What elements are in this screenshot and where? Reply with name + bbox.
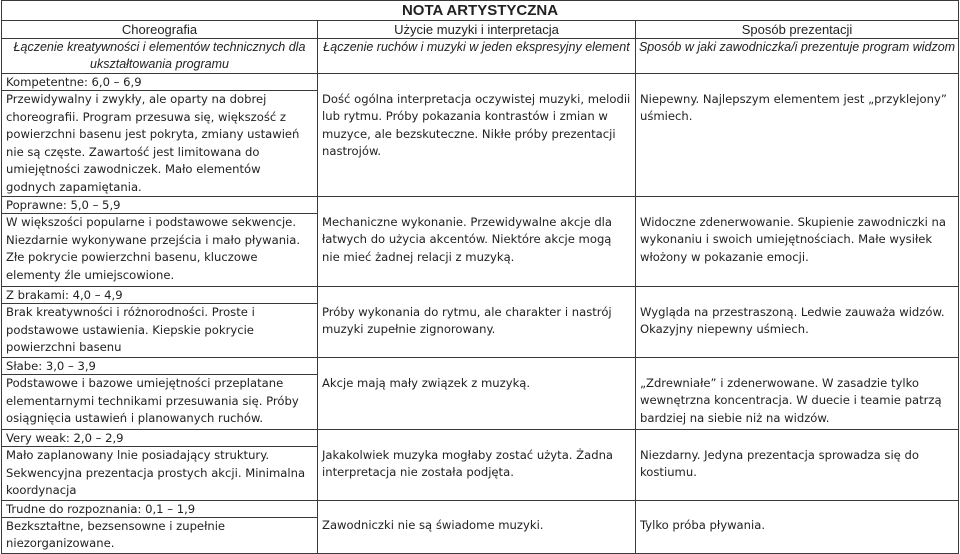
level-spacer — [318, 430, 636, 447]
column-header-music: Użycie muzyki i interpretacja — [318, 21, 636, 39]
level-label: Z brakami: 4,0 – 4,9 — [2, 287, 318, 304]
presentation-criteria: Widoczne zdenerwowanie. Skupienie zawodniczki na wykonaniu i swoich umiejętnościach. Małe wysiłek włożony w pokazanie emocji. — [636, 214, 959, 287]
criteria-row — [2, 517, 959, 553]
column-description-music: Łączenie ruchów i muzyki w jeden ekspresyjny element — [318, 39, 636, 74]
level-row — [2, 287, 959, 304]
music-criteria: Jakakolwiek muzyka mogłaby zostać użyta. Żadna interpretacja nie została podjęta. — [318, 447, 636, 501]
choreography-criteria: Bezkształtne, bezsensowne i zupełnie niezorganizowane. — [2, 517, 318, 553]
title-row — [2, 1, 959, 21]
column-header-presentation: Sposób prezentacji — [636, 21, 959, 39]
level-label: Kompetentne: 6,0 – 6,9 — [2, 74, 318, 91]
level-spacer — [318, 500, 636, 517]
level-label: Very weak: 2,0 – 2,9 — [2, 430, 318, 447]
choreography-criteria: Przewidywalny i zwykły, ale oparty na dobrej choreografii. Program przesuwa się, większość z powierzchni basenu jest pokryta, zmiany ustawień nie są częste. Zawartość jest limitowana do umiejętności zawodniczek. Mało elementów godnych zapamiętania. — [2, 91, 318, 197]
rubric-table — [1, 0, 959, 554]
choreography-criteria: Brak kreatywności i różnorodności. Proste i podstawowe ustawienia. Kiepskie pokrycie powierzchni basenu — [2, 304, 318, 358]
level-spacer — [636, 287, 959, 304]
criteria-row — [2, 375, 959, 430]
music-criteria: Mechaniczne wykonanie. Przewidywalne akcje dla łatwych do użycia akcentów. Niektóre akcje mogą nie mieć żadnej relacji z muzyką. — [318, 214, 636, 287]
level-spacer — [318, 197, 636, 214]
level-spacer — [636, 74, 959, 91]
music-criteria: Zawodniczki nie są świadome muzyki. — [318, 517, 636, 553]
criteria-row — [2, 214, 959, 287]
level-row — [2, 430, 959, 447]
column-description-row — [2, 39, 959, 74]
level-label: Słabe: 3,0 – 3,9 — [2, 358, 318, 375]
level-label: Trudne do rozpoznania: 0,1 – 1,9 — [2, 500, 318, 517]
level-spacer — [318, 358, 636, 375]
level-label: Poprawne: 5,0 – 5,9 — [2, 197, 318, 214]
level-row — [2, 74, 959, 91]
table-title: NOTA ARTYSTYCZNA — [2, 1, 959, 21]
column-description-presentation: Sposób w jaki zawodniczka/i prezentuje program widzom — [636, 39, 959, 74]
level-row — [2, 500, 959, 517]
presentation-criteria: Niepewny. Najlepszym elementem jest „przyklejony” uśmiech. — [636, 91, 959, 197]
presentation-criteria: „Zdrewniałe” i zdenerwowane. W zasadzie tylko wewnętrzna koncentracja. W duecie i teamie patrzą bardziej na siebie niż na widzów. — [636, 375, 959, 430]
music-criteria: Próby wykonania do rytmu, ale charakter i nastrój muzyki zupełnie zignorowany. — [318, 304, 636, 358]
level-spacer — [636, 358, 959, 375]
criteria-row — [2, 91, 959, 197]
level-spacer — [318, 287, 636, 304]
choreography-criteria: Mało zaplanowany lnie posiadający struktury. Sekwencyjna prezentacja prostych akcji. Minimalna koordynacja — [2, 447, 318, 501]
level-spacer — [636, 500, 959, 517]
music-criteria: Akcje mają mały związek z muzyką. — [318, 375, 636, 430]
column-header-row — [2, 21, 959, 39]
criteria-row — [2, 304, 959, 358]
level-row — [2, 197, 959, 214]
column-description-choreography: Łączenie kreatywności i elementów technicznych dla ukształtowania programu — [2, 39, 318, 74]
presentation-criteria: Tylko próba pływania. — [636, 517, 959, 553]
level-spacer — [318, 74, 636, 91]
column-header-choreography: Choreografia — [2, 21, 318, 39]
presentation-criteria: Niezdarny. Jedyna prezentacja sprowadza się do kostiumu. — [636, 447, 959, 501]
criteria-row — [2, 447, 959, 501]
presentation-criteria: Wygląda na przestraszoną. Ledwie zauważa widzów. Okazyjny niepewny uśmiech. — [636, 304, 959, 358]
choreography-criteria: W większości popularne i podstawowe sekwencje. Niezdarnie wykonywane przejścia i mało pływania. Złe pokrycie powierzchni basenu, kluczowe elementy źle umiejscowione. — [2, 214, 318, 287]
level-spacer — [636, 197, 959, 214]
choreography-criteria: Podstawowe i bazowe umiejętności przeplatane elementarnymi technikami przesuwania się. Próby osiągnięcia ustawień i planowanych ruchów. — [2, 375, 318, 430]
level-row — [2, 358, 959, 375]
music-criteria: Dość ogólna interpretacja oczywistej muzyki, melodii lub rytmu. Próby pokazania kontrastów i zmian w muzyce, ale bezskuteczne. Nikłe próby prezentacji nastrojów. — [318, 91, 636, 197]
level-spacer — [636, 430, 959, 447]
